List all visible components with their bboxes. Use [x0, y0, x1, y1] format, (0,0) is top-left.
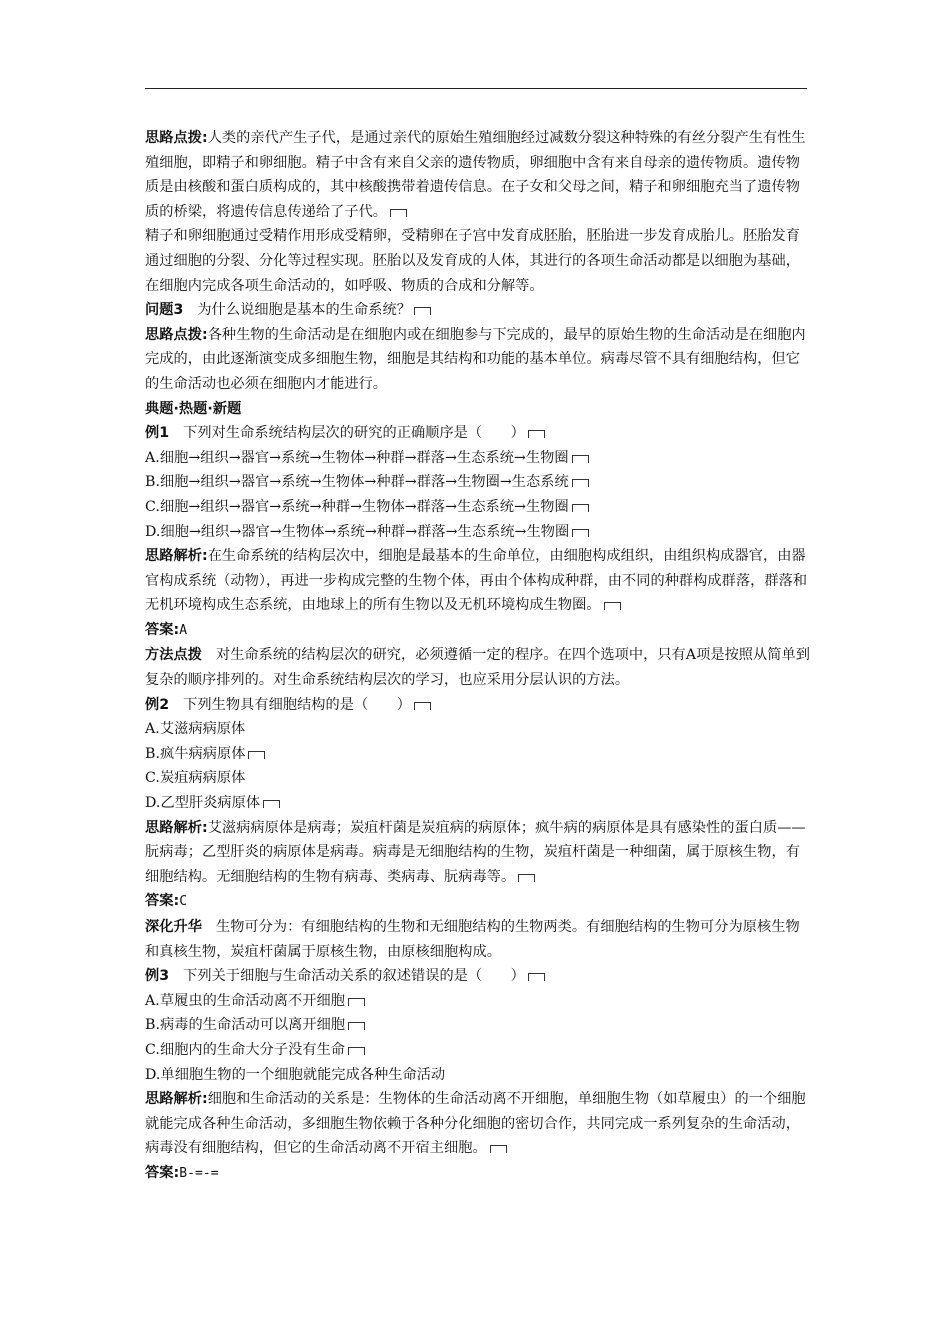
- paragraph: [145, 1063, 810, 1088]
- paragraph-mark-icon: [248, 751, 265, 759]
- section-label: 思路点拨: [145, 326, 202, 343]
- paragraph-text: C.炭疽病病原体: [145, 770, 246, 787]
- answer-text: C: [179, 894, 188, 910]
- paragraph: [145, 470, 810, 495]
- header-rule: [145, 88, 807, 89]
- paragraph-text: C.细胞内的生命大分子没有生命: [145, 1041, 346, 1058]
- paragraph: [145, 791, 810, 816]
- paragraph: [145, 323, 810, 397]
- section-label: 答案: [145, 893, 174, 910]
- paragraph: [145, 495, 810, 520]
- section-label: 方法点拨: [145, 647, 202, 664]
- paragraph-mark-icon: [263, 800, 280, 808]
- paragraph: [145, 915, 810, 964]
- paragraph-text: B.疯牛病病原体: [145, 745, 246, 762]
- section-label: 答案: [145, 1164, 174, 1181]
- paragraph: [145, 742, 810, 767]
- paragraph: [145, 224, 810, 298]
- paragraph-text: 细胞和生命活动的关系是：生物体的生命活动离不开细胞，单细胞生物（如草履虫）的一个细胞就能完成各种生命活动，多细胞生物依赖于各种分化细胞的密切合作，共同完成一系列复杂的生命活动，病毒没有细胞结构，但它的生命活动离不开宿主细胞。: [145, 1091, 806, 1157]
- paragraph-text: C.细胞→组织→器官→系统→种群→生物体→群落→生态系统→生物圈: [145, 498, 569, 515]
- paragraph: [145, 693, 810, 718]
- paragraph-text: 精子和卵细胞通过受精作用形成受精卵，受精卵在子宫中发育成胚胎，胚胎进一步发育成胎儿。胚胎发育通过细胞的分裂、分化等过程实现。胚胎以及发育成的人体，其进行的各项生命活动都是以细胞为基础，在细胞内完成各项生命活动的，如呼吸、物质的合成和分解等。: [145, 228, 800, 294]
- paragraph-mark-icon: [572, 504, 589, 512]
- label-separator: :: [173, 1164, 180, 1181]
- answer-text: B-=-=: [179, 1165, 219, 1181]
- label-separator: :: [201, 548, 208, 565]
- label-separator: :: [173, 621, 180, 638]
- paragraph: [145, 1013, 810, 1038]
- section-label: 思路解析: [145, 1091, 202, 1108]
- paragraph-text: 下列生物具有细胞结构的是（ ）: [183, 696, 411, 713]
- document-body: [145, 126, 810, 1187]
- paragraph-mark-icon: [528, 430, 545, 438]
- paragraph: [145, 397, 810, 422]
- label-separator: :: [201, 819, 208, 836]
- label-separator: :: [201, 130, 208, 146]
- paragraph: [145, 446, 810, 471]
- section-label: 思路解析: [145, 819, 202, 836]
- paragraph-text: 在生命系统的结构层次中，细胞是最基本的生命单位，由细胞构成组织，由组织构成器官，由器官构成系统（动物），再进一步构成完整的生物个体，再由个体构成种群，由不同的种群构成群落，群落和无机环境构成生态系统，由地球上的所有生物以及无机环境构成生物圈。: [145, 548, 808, 614]
- paragraph-text: 下列对生命系统结构层次的研究的正确顺序是（ ）: [183, 425, 525, 442]
- answer-text: A: [179, 622, 188, 638]
- paragraph: [145, 520, 810, 545]
- label-separator: :: [173, 893, 180, 910]
- paragraph: [145, 126, 810, 224]
- paragraph-text: A.细胞→组织→器官→系统→生物体→种群→群落→生态系统→生物圈: [145, 449, 569, 466]
- paragraph-text: D.乙型肝炎病原体: [145, 795, 261, 812]
- paragraph-text: D.单细胞生物的一个细胞就能完成各种生命活动: [145, 1066, 446, 1083]
- section-label: 例2: [145, 696, 170, 713]
- paragraph-text: 各种生物的生命活动是在细胞内或在细胞参与下完成的，最早的原始生物的生命活动是在细胞内完成的，由此逐渐演变成多细胞生物，细胞是其结构和功能的基本单位。病毒尽管不具有细胞结构，但它的生命活动也必须在细胞内才能进行。: [145, 326, 806, 392]
- paragraph-text: D.细胞→组织→器官→生物体→系统→种群→群落→生态系统→生物圈: [145, 523, 570, 540]
- paragraph-text: 对生命系统的结构层次的研究，必须遵循一定的程序。在四个选项中，只有A项是按照从简单到复杂的顺序排列的。对生命系统结构层次的学习，也应采用分层认识的方法。: [145, 647, 810, 689]
- paragraph-mark-icon: [414, 702, 431, 710]
- paragraph-text: B.细胞→组织→器官→系统→生物体→种群→群落→生物圈→生态系统: [145, 474, 569, 491]
- section-label: 深化升华: [145, 919, 202, 935]
- paragraph: [145, 298, 810, 323]
- section-label: 问题3: [145, 302, 184, 319]
- paragraph: [145, 421, 810, 446]
- paragraph-mark-icon: [348, 1022, 365, 1030]
- section-label: 答案: [145, 621, 174, 638]
- paragraph: [145, 643, 810, 692]
- paragraph-mark-icon: [414, 307, 431, 315]
- paragraph-mark-icon: [572, 479, 589, 487]
- section-label: 思路点拨: [145, 130, 202, 146]
- paragraph: [145, 618, 810, 644]
- paragraph-mark-icon: [528, 973, 545, 981]
- paragraph-text: 人类的亲代产生子代，是通过亲代的原始生殖细胞经过减数分裂这种特殊的有丝分裂产生有性生殖细胞，即精子和卵细胞。精子中含有来自父亲的遗传物质，卵细胞中含有来自母亲的遗传物质。遗传物质是由核酸和蛋白质构成的，其中核酸携带着遗传信息。在子女和父母之间，精子和卵细胞充当了遗传物质的桥梁，将遗传信息传递给了子代。: [145, 130, 806, 220]
- paragraph-text: 生物可分为：有细胞结构的生物和无细胞结构的生物两类。有细胞结构的生物可分为原核生物和真核生物，炭疽杆菌属于原核生物，由原核细胞构成。: [145, 919, 800, 960]
- paragraph-text: 下列关于细胞与生命活动关系的叙述错误的是（ ）: [183, 968, 525, 985]
- paragraph-text: A.艾滋病病原体: [145, 721, 246, 738]
- paragraph-text: A.草履虫的生命活动离不开细胞: [145, 992, 345, 1009]
- paragraph: [145, 544, 810, 618]
- label-separator: :: [201, 326, 208, 343]
- paragraph-mark-icon: [348, 998, 365, 1006]
- paragraph-mark-icon: [604, 602, 621, 610]
- paragraph-text: 艾滋病病原体是病毒；炭疽杆菌是炭疽病的病原体；疯牛病的病原体是具有感染性的蛋白质——朊病毒；乙型肝炎的病原体是病毒。病毒是无细胞结构的生物，炭疽杆菌是一种细菌，属于原核生物，有细胞结构。无细胞结构的生物有病毒、类病毒、朊病毒等。: [145, 819, 806, 885]
- section-label: 例3: [145, 968, 170, 985]
- paragraph-mark-icon: [348, 1047, 365, 1055]
- section-label: 典题·热题·新题: [145, 400, 242, 417]
- paragraph-mark-icon: [572, 529, 589, 537]
- paragraph-text: B.病毒的生命活动可以离开细胞: [145, 1017, 346, 1034]
- paragraph: [145, 717, 810, 742]
- paragraph-mark-icon: [518, 874, 535, 882]
- label-separator: :: [201, 1091, 208, 1108]
- paragraph-text: 为什么说细胞是基本的生命系统？: [197, 302, 411, 319]
- paragraph: [145, 889, 810, 915]
- paragraph: [145, 989, 810, 1014]
- paragraph: [145, 1038, 810, 1063]
- paragraph: [145, 964, 810, 989]
- paragraph: [145, 816, 810, 890]
- paragraph: [145, 1161, 810, 1187]
- paragraph: [145, 766, 810, 791]
- paragraph: [145, 1087, 810, 1161]
- paragraph-mark-icon: [390, 209, 407, 217]
- section-label: 例1: [145, 425, 170, 442]
- section-label: 思路解析: [145, 548, 202, 565]
- paragraph-mark-icon: [490, 1145, 507, 1153]
- paragraph-mark-icon: [572, 455, 589, 463]
